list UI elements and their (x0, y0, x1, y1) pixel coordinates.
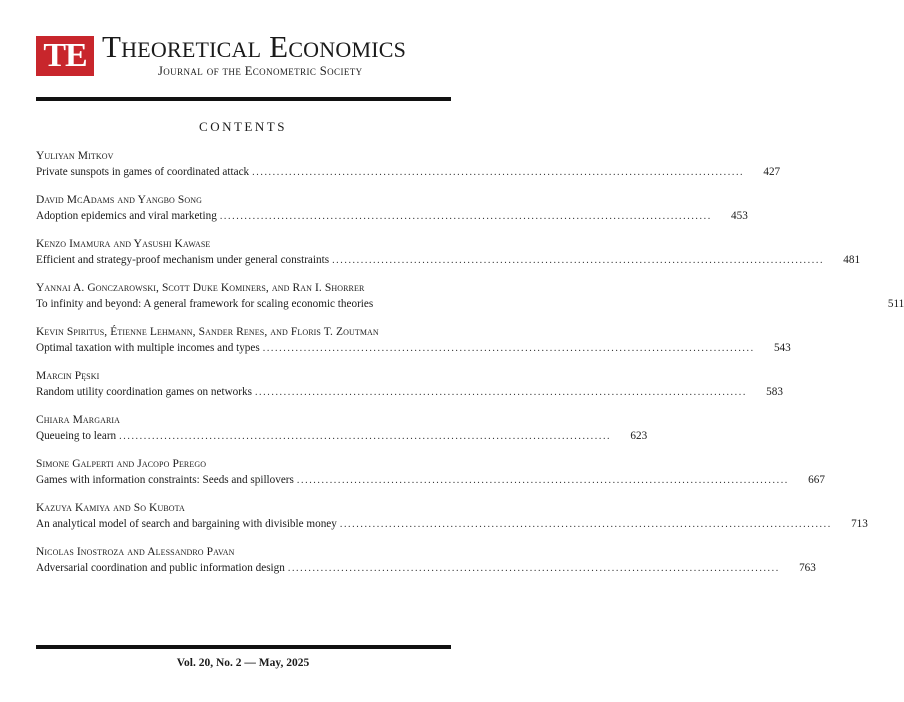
entry-title-row (36, 429, 648, 444)
entry-title-row (36, 209, 748, 224)
entry-authors: David McAdams and Yangbo Song (36, 194, 203, 206)
entry-page-number: 623 (630, 430, 648, 442)
dot-leader: ........................................................................................................................ (339, 519, 832, 530)
entry-authors: Kazuya Kamiya and So Kubota (36, 502, 185, 514)
entry-page-number: 763 (799, 562, 816, 574)
entry-title-row (36, 473, 825, 488)
entry-page-number: 667 (808, 474, 825, 486)
entry-title-row (36, 297, 904, 312)
dot-leader: ........................................................................................................................ (254, 387, 747, 398)
entry-title[interactable]: Queueing to learn (36, 430, 117, 442)
entry-authors: Yannai A. Gonczarowski, Scott Duke Kominers, and Ran I. Shorrer (36, 282, 365, 294)
entry-page-number: 713 (851, 518, 868, 530)
entry-authors: Kevin Spiritus, Étienne Lehmann, Sander Renes, and Floris T. Zoutman (36, 326, 379, 338)
entry-authors: Chiara Margaria (36, 414, 121, 426)
entry-title[interactable]: To infinity and beyond: A general framework for scaling economic theories (36, 298, 374, 310)
entry-title-row (36, 517, 868, 532)
entry-title-row (36, 561, 816, 576)
contents-entry (36, 412, 648, 456)
entry-page-number: 481 (843, 254, 861, 266)
dot-leader: ........................................................................................................................ (287, 563, 780, 574)
issue-footer: Vol. 20, No. 2 — May, 2025 (176, 657, 310, 669)
entry-title[interactable]: Efficient and strategy-proof mechanism under general constraints (36, 254, 330, 266)
entry-title[interactable]: Games with information constraints: Seeds and spillovers (36, 474, 294, 486)
entry-page-number: 511 (887, 298, 904, 310)
dot-leader: ........................................................................................................................ (252, 167, 745, 178)
contents-entry (36, 368, 783, 412)
entry-title-row (36, 385, 783, 400)
entry-title[interactable]: Private sunspots in games of coordinated attack (36, 166, 250, 178)
journal-logo (36, 36, 94, 76)
entry-page-number: 543 (773, 342, 791, 354)
entry-title-row (36, 165, 781, 180)
entry-title[interactable]: Random utility coordination games on networks (36, 386, 252, 398)
contents-entry (36, 456, 825, 500)
entry-page-number: 453 (731, 210, 748, 222)
journal-title: Theoretical Economics (102, 29, 407, 64)
entry-authors: Yuliyan Mitkov (36, 150, 114, 162)
entry-page-number: 427 (763, 166, 781, 178)
entry-page-number: 583 (766, 386, 783, 398)
entry-title[interactable]: Adoption epidemics and viral marketing (36, 210, 217, 222)
contents-entry (36, 500, 868, 544)
dot-leader: ........................................................................................................................ (332, 255, 825, 266)
dot-leader: ........................................................................................................................ (262, 343, 755, 354)
contents-list (36, 148, 904, 588)
entry-title[interactable]: Adversarial coordination and public information design (36, 562, 285, 574)
entry-authors: Simone Galperti and Jacopo Perego (36, 458, 207, 470)
entry-title[interactable]: Optimal taxation with multiple incomes and types (36, 342, 260, 354)
contents-heading: CONTENTS (199, 119, 287, 134)
entry-title-row (36, 253, 861, 268)
entry-authors: Kenzo Imamura and Yasushi Kawase (36, 238, 211, 250)
dot-leader: ........................................................................................................................ (296, 475, 789, 486)
entry-title[interactable]: An analytical model of search and bargaining with divisible money (36, 518, 337, 530)
journal-subtitle: Journal of the Econometric Society (158, 64, 363, 78)
bottom-divider (36, 645, 451, 649)
contents-entry (36, 280, 904, 324)
dot-leader: ........................................................................................................................ (119, 431, 612, 442)
contents-entry (36, 148, 781, 192)
logo-text: TE (43, 37, 87, 74)
contents-entry (36, 544, 816, 588)
contents-entry (36, 236, 861, 280)
contents-entry (36, 324, 791, 368)
entry-authors: Nicolas Inostroza and Alessandro Pavan (36, 546, 235, 558)
dot-leader: ........................................................................................................................ (219, 211, 712, 222)
top-divider (36, 97, 451, 101)
contents-entry (36, 192, 748, 236)
entry-authors: Marcin Pęski (36, 370, 100, 382)
entry-title-row (36, 341, 791, 356)
